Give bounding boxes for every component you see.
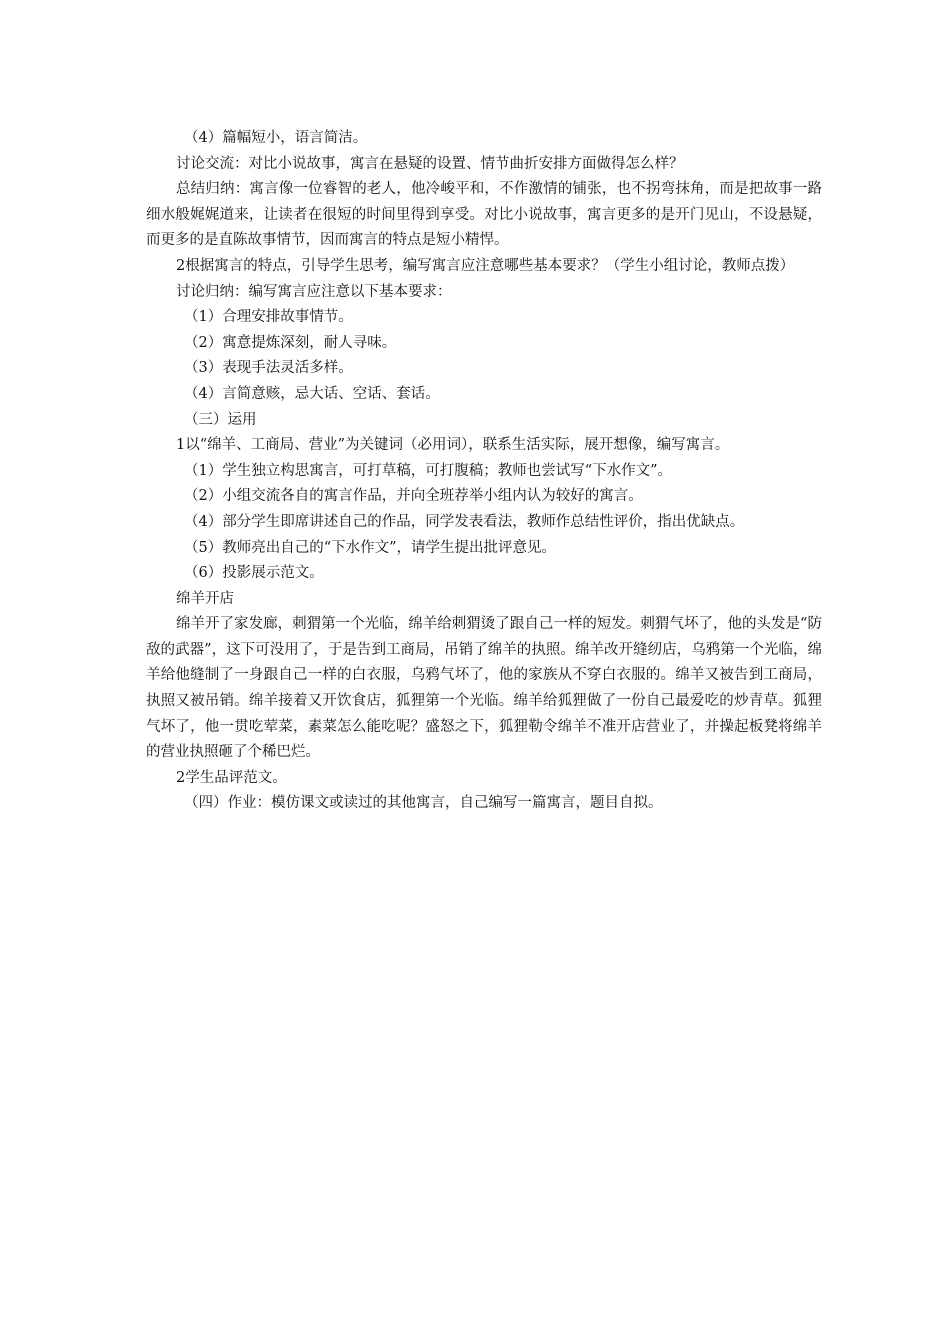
list-item: （4）部分学生即席讲述自己的作品，同学发表看法，教师作总结性评价，指出优缺点。 [184,513,745,530]
section-heading: （四）作业：模仿课文或读过的其他寓言，自己编写一篇寓言，题目自拟。 [184,795,663,812]
list-item: （5）教师亮出自己的“下水作文”，请学生提出批评意见。 [184,539,557,556]
paragraph: 2学生品评范文。 [176,769,287,786]
paragraph: （4）篇幅短小，语言简洁。 [184,130,368,146]
list-item: （1）学生独立构思寓言，可打草稿，可打腹稿；教师也尝试写“下水作文”。 [184,462,673,479]
section-heading: （三）运用 [184,411,257,428]
paragraph: 1以“绵羊、工商局、营业”为关键词（必用词），联系生活实际，展开想像，编写寓言。 [176,437,730,454]
story-body: 绵羊开了家发廊，刺猬第一个光临，绵羊给刺猬烫了跟自己一样的短发。刺猬气坏了，他的头发是“防敌的武器”，这下可没用了，于是告到工商局，吊销了绵羊的执照。绵羊改开缝纫店，乌鸦第一个光临，绵羊给他缝制了一身跟自己一样的白衣服，乌鸦气坏了，他的家族从不穿白衣服的。绵羊又被告到工商局，执照又被吊销。绵羊接着又开饮食店，狐狸第一个光临。绵羊给狐狸做了一份自己最爱吃的炒青草。狐狸气坏了，他一贯吃荤菜，素菜怎么能吃呢？盛怒之下，狐狸勒令绵羊不准开店营业了，并操起板凳将绵羊的营业执照砸了个稀巴烂。 [146,616,822,761]
list-item: （1）合理安排故事情节。 [184,309,353,326]
paragraph: 讨论交流：对比小说故事，寓言在悬疑的设置、情节曲折安排方面做得怎么样？ [176,155,684,172]
document-body [146,126,822,817]
list-item: （6）投影展示范文。 [184,565,324,582]
list-item: （4）言简意赅，忌大话、空话、套话。 [184,385,440,402]
paragraph: 总结归纳：寓言像一位睿智的老人，他冷峻平和，不作激情的铺张，也不拐弯抹角，而是把故事一路细水般娓娓道来，让读者在很短的时间里得到享受。对比小说故事，寓言更多的是开门见山，不设悬疑，而更多的是直陈故事情节，因而寓言的特点是短小精悍。 [146,181,822,249]
list-item: （2）小组交流各自的寓言作品，并向全班荐举小组内认为较好的寓言。 [184,488,643,505]
story-title: 绵羊开店 [176,590,234,607]
list-item: （3）表现手法灵活多样。 [184,360,353,377]
list-item: （2）寓意提炼深刻，耐人寻味。 [184,334,397,351]
paragraph: 讨论归纳：编写寓言应注意以下基本要求： [176,283,452,300]
paragraph: 2根据寓言的特点，引导学生思考，编写寓言应注意哪些基本要求？（学生小组讨论，教师点拨） [176,257,795,274]
